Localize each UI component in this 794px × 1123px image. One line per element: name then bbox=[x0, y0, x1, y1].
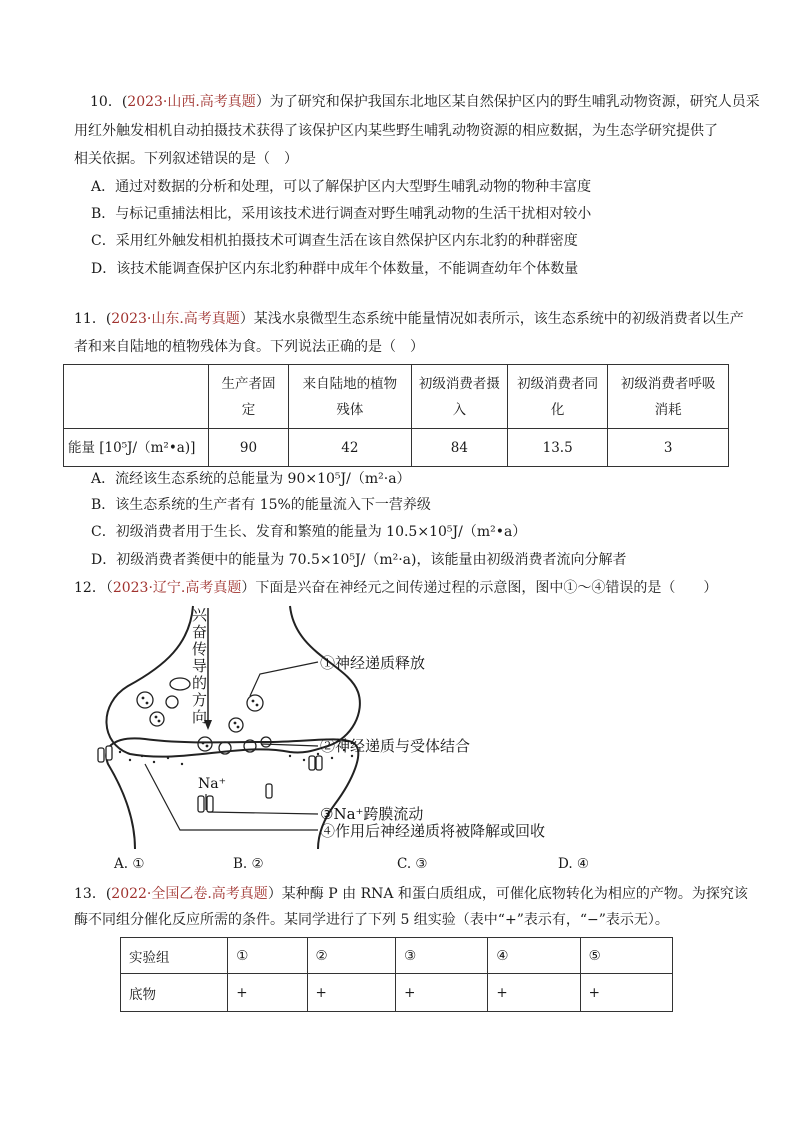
q10-stem-line2: 用红外触发相机自动拍摄技术获得了该保护区内某些野生哺乳动物资源的相应数据，为生态学研究提供了 bbox=[74, 123, 718, 139]
table-cell: + bbox=[396, 974, 488, 1012]
header-text: 初级消费者摄 bbox=[418, 375, 500, 392]
q10-stem-text1: ）为了研究和保护我国东北地区某自然保护区内的野生哺乳动物资源，研究人员采 bbox=[255, 94, 760, 110]
q11-stem-line2: 者和来自陆地的植物残体为食。下列说法正确的是（ ） bbox=[74, 339, 424, 355]
dot bbox=[142, 697, 145, 700]
table-cell: 42 bbox=[289, 429, 412, 467]
q13-stem-line2: 酶不同组分催化反应所需的条件。某同学进行了下列 5 组实验（表中“+”表示有，“−”表示无）。 bbox=[74, 912, 669, 928]
direction-text bbox=[192, 606, 208, 726]
q11-number: 11．( bbox=[74, 311, 112, 327]
table-cell: ④ bbox=[488, 938, 580, 974]
na-label: Na⁺ bbox=[198, 776, 226, 792]
direction-char: 兴 bbox=[192, 606, 208, 624]
header-text: 入 bbox=[452, 401, 467, 418]
label-1: ①神经递质释放 bbox=[320, 654, 426, 672]
q11-option-d: D．初级消费者粪便中的能量为 70.5×10⁵J/（m²·a)，该能量由初级消费者流向分解者 bbox=[91, 552, 627, 568]
header-text: 来自陆地的植物 bbox=[302, 375, 398, 392]
channel bbox=[309, 756, 315, 770]
header-text: 化 bbox=[550, 401, 565, 418]
q11-header-intake bbox=[411, 365, 507, 429]
dot bbox=[153, 761, 155, 763]
direction-char: 方 bbox=[192, 691, 208, 709]
q10-option-c: C．采用红外触发相机拍摄技术可调查生活在该自然保护区内东北豹的种群密度 bbox=[91, 233, 578, 249]
channel bbox=[98, 748, 104, 762]
table-cell: 3 bbox=[608, 429, 729, 467]
table-cell: 84 bbox=[411, 429, 507, 467]
q10-option-d: D．该技术能调查保护区内东北豹种群中成年个体数量，不能调查幼年个体数量 bbox=[91, 261, 579, 277]
q11-energy-table bbox=[63, 364, 729, 467]
header-text: 消耗 bbox=[654, 401, 682, 418]
vesicle bbox=[229, 718, 243, 732]
pointer-3 bbox=[208, 812, 318, 814]
presynaptic-terminal bbox=[106, 606, 359, 757]
q10-source: 2023·山西.高考真题 bbox=[127, 94, 256, 110]
q12-option-c: C. ③ bbox=[397, 856, 428, 872]
table-cell: + bbox=[307, 974, 396, 1012]
table-cell: + bbox=[228, 974, 307, 1012]
q11-row-label: 能量 [10⁵J/（m²•a)] bbox=[64, 429, 209, 467]
dot bbox=[331, 757, 333, 759]
dot bbox=[141, 755, 143, 757]
dot bbox=[158, 720, 161, 723]
direction-char: 的 bbox=[192, 674, 208, 692]
channel bbox=[207, 796, 213, 812]
pointer-4 bbox=[145, 764, 318, 830]
q11-header-empty bbox=[64, 365, 209, 429]
vesicle bbox=[166, 696, 178, 708]
q13-table-header-row bbox=[121, 938, 673, 974]
dot bbox=[234, 722, 237, 725]
q10-number: 10．( bbox=[90, 94, 128, 110]
table-cell: ⑤ bbox=[580, 938, 672, 974]
mitochondrion bbox=[170, 678, 190, 690]
q12-option-d: D. ④ bbox=[558, 856, 590, 872]
q11-stem-text1: ）某浅水泉微型生态系统中能量情况如表所示，该生态系统中的初级消费者以生产 bbox=[239, 311, 744, 327]
q11-header-producer bbox=[208, 365, 288, 429]
header-text: 初级消费者呼吸 bbox=[620, 375, 716, 392]
q11-header-plant-residue bbox=[289, 365, 412, 429]
dot bbox=[317, 753, 319, 755]
vesicle bbox=[198, 737, 212, 751]
direction-char: 导 bbox=[192, 657, 208, 675]
table-cell: 13.5 bbox=[507, 429, 607, 467]
pointer-1 bbox=[250, 662, 318, 696]
dot bbox=[237, 726, 240, 729]
diagram-labels bbox=[320, 654, 545, 840]
q11-option-b: B．该生态系统的生产者有 15%的能量流入下一营养级 bbox=[91, 497, 431, 513]
direction-char: 向 bbox=[192, 708, 208, 726]
q10-stem-line1 bbox=[90, 92, 760, 112]
dot bbox=[129, 759, 131, 761]
q13-stem-text1: ）某种酶 P 由 RNA 和蛋白质组成，可催化底物转化为相应的产物。为探究该 bbox=[267, 886, 748, 902]
dot bbox=[181, 763, 183, 765]
q10-option-a: A．通过对数据的分析和处理，可以了解保护区内大型野生哺乳动物的物种丰富度 bbox=[91, 179, 592, 195]
q11-table-header-row bbox=[64, 365, 729, 429]
q12-option-b: B. ② bbox=[233, 856, 264, 872]
q12-option-a: A. ① bbox=[114, 856, 145, 872]
q12-source: 2023·辽宁.高考真题 bbox=[112, 580, 242, 596]
q11-option-a: A．流经该生态系统的总能量为 90×10⁵J/（m²·a） bbox=[91, 471, 411, 487]
q11-header-assimilation bbox=[507, 365, 607, 429]
synapse-diagram bbox=[90, 604, 630, 849]
table-cell: 底物 bbox=[121, 974, 228, 1012]
dot bbox=[289, 755, 291, 757]
dot bbox=[146, 702, 149, 705]
channel bbox=[266, 784, 272, 798]
q13-experiment-table bbox=[120, 937, 673, 1012]
header-text: 初级消费者同 bbox=[517, 375, 599, 392]
q13-number: 13．( bbox=[74, 886, 112, 902]
dot bbox=[167, 757, 169, 759]
q13-table-row bbox=[121, 974, 673, 1012]
label-3: ③Na⁺跨膜流动 bbox=[320, 805, 424, 823]
q11-option-c: C．初级消费者用于生长、发育和繁殖的能量为 10.5×10⁵J/（m²•a） bbox=[91, 524, 527, 540]
direction-char: 奋 bbox=[192, 623, 208, 641]
dot bbox=[119, 751, 121, 753]
table-cell: ③ bbox=[396, 938, 488, 974]
channel bbox=[198, 796, 204, 812]
q10-option-b: B．与标记重捕法相比，采用该技术进行调查对野生哺乳动物的生活干扰相对较小 bbox=[91, 206, 592, 222]
q11-stem-line1 bbox=[74, 309, 744, 329]
header-text: 生产者固 bbox=[221, 375, 276, 392]
q12-stem-line bbox=[74, 578, 717, 598]
q13-stem-line1 bbox=[74, 884, 748, 904]
dot bbox=[252, 700, 255, 703]
q10-stem-line3: 相关依据。下列叙述错误的是（ ） bbox=[74, 151, 298, 167]
table-cell: 实验组 bbox=[121, 938, 228, 974]
dot bbox=[256, 704, 259, 707]
label-4: ④作用后神经递质将被降解或回收 bbox=[320, 822, 546, 840]
dot bbox=[206, 745, 209, 748]
label-2: ②神经递质与受体结合 bbox=[320, 737, 471, 755]
q11-table-value-row bbox=[64, 429, 729, 467]
table-cell: ② bbox=[307, 938, 396, 974]
channel bbox=[316, 756, 322, 770]
table-cell: 90 bbox=[208, 429, 288, 467]
dot bbox=[351, 755, 353, 757]
channel bbox=[106, 746, 112, 760]
header-text: 定 bbox=[241, 401, 256, 418]
dot bbox=[155, 716, 158, 719]
table-cell: + bbox=[580, 974, 672, 1012]
q12-stem-text: ）下面是兴奋在神经元之间传递过程的示意图，图中①～④错误的是（ ） bbox=[241, 580, 718, 596]
table-cell: ① bbox=[228, 938, 307, 974]
dot bbox=[202, 742, 205, 745]
vesicle bbox=[247, 695, 263, 711]
direction-char: 传 bbox=[192, 640, 208, 658]
dot bbox=[303, 759, 305, 761]
q11-header-respiration bbox=[608, 365, 729, 429]
table-cell: + bbox=[488, 974, 580, 1012]
vesicle bbox=[137, 692, 153, 708]
q13-source: 2022·全国乙卷.高考真题 bbox=[111, 886, 268, 902]
header-text: 残体 bbox=[336, 401, 364, 418]
q12-number: 12．（ bbox=[74, 580, 113, 596]
q11-source: 2023·山东.高考真题 bbox=[111, 311, 240, 327]
vesicle bbox=[150, 712, 164, 726]
